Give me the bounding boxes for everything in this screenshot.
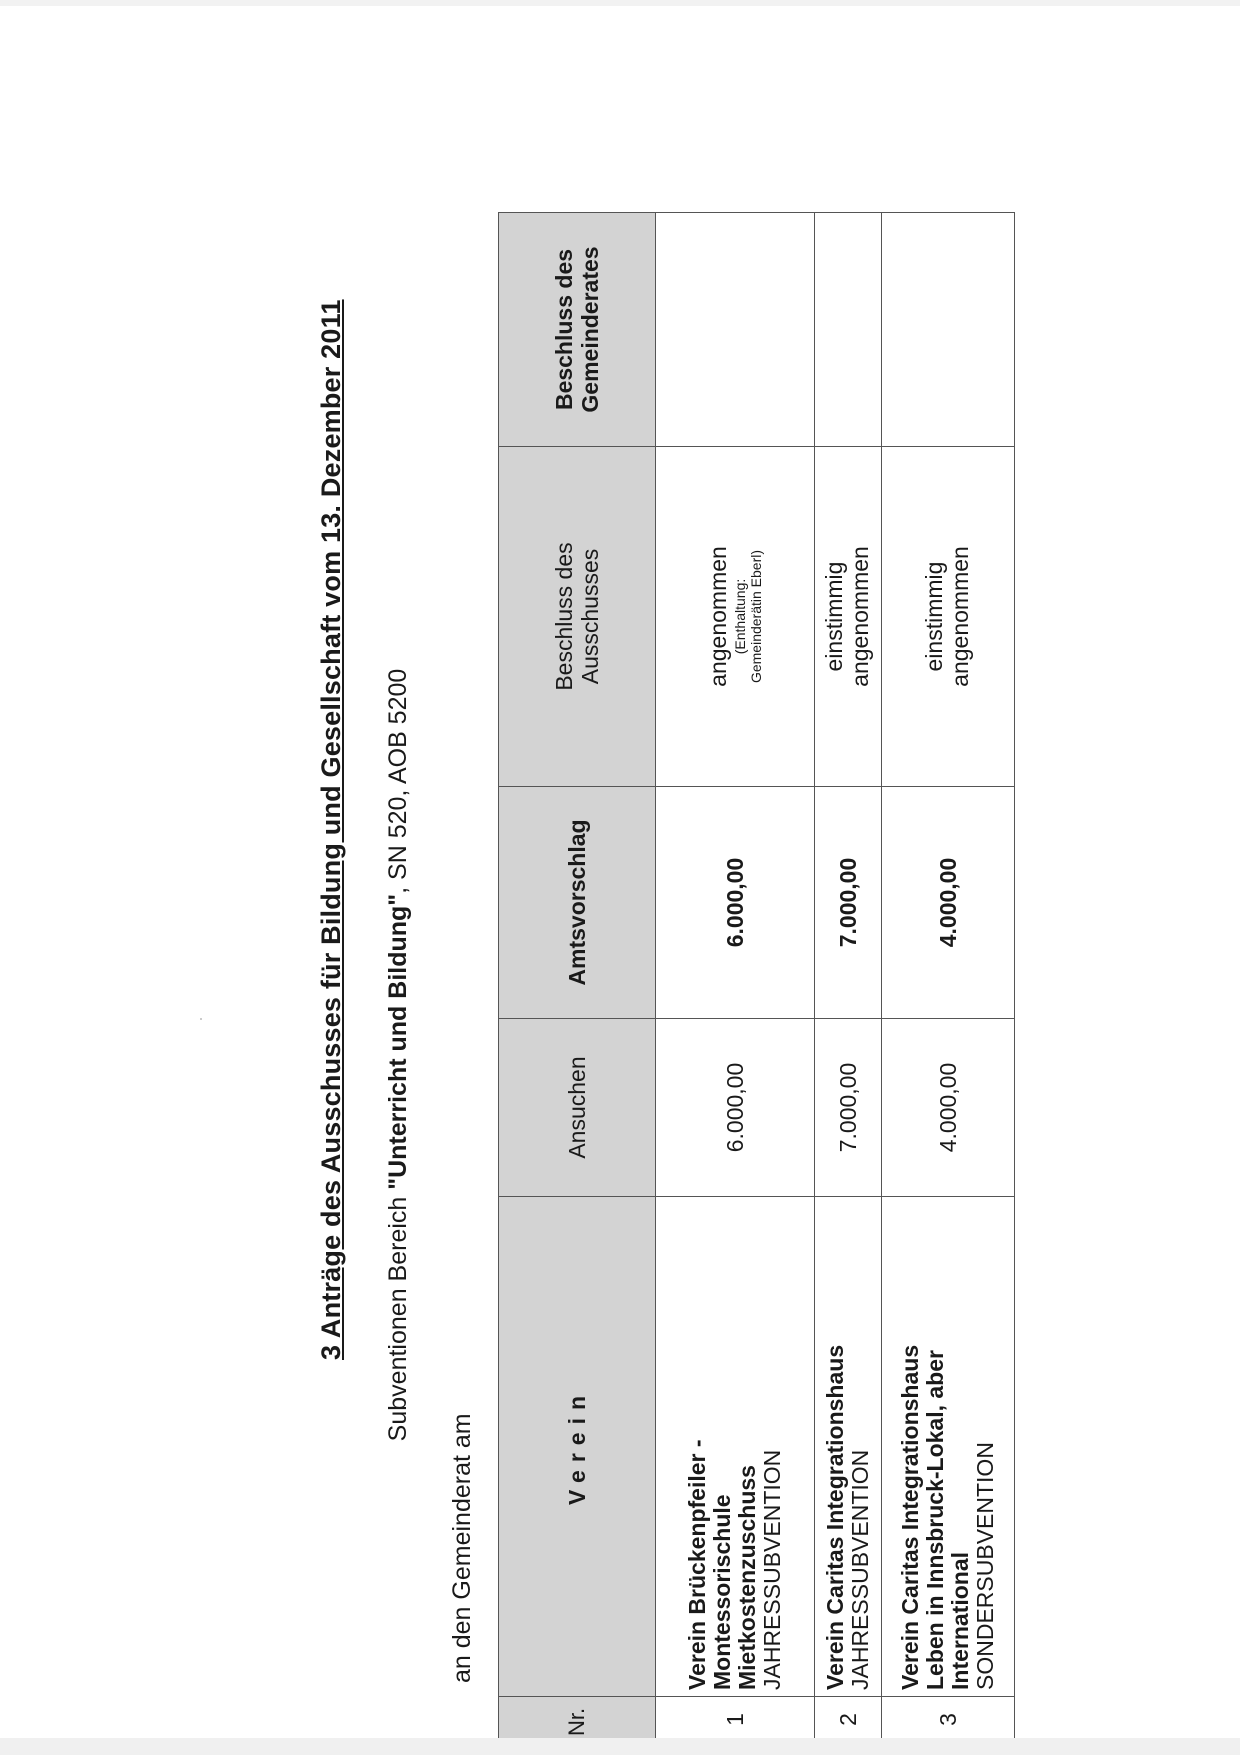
verein-name-line: Verein Caritas Integrationshaus	[897, 1344, 924, 1690]
header-verein: Verein	[499, 1197, 656, 1697]
row-amtsvorschlag: 6.000,00	[656, 787, 815, 1019]
subtitle-bold: "Unterricht und Bildung"	[384, 893, 412, 1190]
recipient-line: an den Gemeinderat am	[448, 1413, 476, 1683]
row-beschluss-gemeinderat	[815, 213, 882, 447]
verein-name-line: Verein Caritas Integrationshaus	[822, 1344, 849, 1690]
header-ausschuss-line1: Beschluss des	[550, 542, 577, 691]
verein-name-line: Montessorischule	[709, 1494, 736, 1690]
rotated-page	[0, 200, 1240, 1755]
subsidy-table	[498, 212, 1015, 1743]
ausschuss-note: Gemeinderätin Eberl)	[747, 549, 764, 684]
row-verein	[882, 1197, 1015, 1697]
verein-name-line: Mietkostenzuschuss	[734, 1465, 760, 1690]
ausschuss-decision: einstimmig	[821, 561, 848, 672]
ausschuss-decision: einstimmig	[921, 561, 948, 672]
ausschuss-decision: angenommen	[947, 546, 973, 687]
scan-edge-bottom	[0, 1738, 1240, 1755]
row-nr: 1	[656, 1697, 815, 1743]
ausschuss-decision: angenommen	[847, 546, 873, 687]
header-ausschuss-line2: Ausschusses	[577, 548, 603, 685]
header-beschluss-ausschuss	[499, 447, 656, 787]
row-ansuchen: 6.000,00	[656, 1019, 815, 1197]
document-title: 3 Anträge des Ausschusses für Bildung und Gesellschaft vom 13. Dezember 2011	[316, 299, 346, 1360]
table-row	[882, 213, 1015, 1743]
row-nr: 3	[882, 1697, 1015, 1743]
row-verein	[815, 1197, 882, 1697]
row-beschluss-gemeinderat	[656, 213, 815, 447]
row-beschluss-ausschuss	[656, 447, 815, 787]
row-ansuchen: 4.000,00	[882, 1019, 1015, 1197]
row-beschluss-gemeinderat	[882, 213, 1015, 447]
subtitle-prefix: Subventionen Bereich	[384, 1189, 412, 1442]
header-beschluss-gemeinderat	[499, 213, 656, 447]
header-gemeinderat-line2: Gemeinderates	[577, 246, 603, 413]
row-beschluss-ausschuss	[815, 447, 882, 787]
table-header-row	[499, 213, 656, 1743]
header-gemeinderat-line1: Beschluss des	[550, 248, 577, 411]
table-row	[815, 213, 882, 1743]
row-beschluss-ausschuss	[882, 447, 1015, 787]
document-subtitle	[384, 555, 413, 1555]
subtitle-suffix: , SN 520, AOB 5200	[384, 668, 412, 894]
subvention-type: SONDERSUBVENTION	[971, 1442, 998, 1690]
row-ansuchen: 7.000,00	[815, 1019, 882, 1197]
subvention-type: JAHRESSUBVENTION	[847, 1449, 873, 1690]
row-verein	[656, 1197, 815, 1697]
header-nr: Nr.	[499, 1697, 656, 1743]
table-row	[656, 213, 815, 1743]
ausschuss-decision: angenommen	[705, 546, 732, 687]
verein-name-line: Verein Brückenpfeiler -	[684, 1439, 711, 1690]
subvention-type: JAHRESSUBVENTION	[758, 1449, 785, 1690]
header-ansuchen: Ansuchen	[499, 1019, 656, 1197]
row-amtsvorschlag: 7.000,00	[815, 787, 882, 1019]
scan-edge-top	[0, 0, 1240, 6]
header-amtsvorschlag: Amtsvorschlag	[499, 787, 656, 1019]
ausschuss-note: (Enthaltung:	[731, 578, 748, 655]
verein-name-line: International	[947, 1551, 973, 1690]
row-nr: 2	[815, 1697, 882, 1743]
verein-name-line: Leben in Innsbruck-Lokal, aber	[922, 1350, 949, 1690]
row-amtsvorschlag: 4.000,00	[882, 787, 1015, 1019]
